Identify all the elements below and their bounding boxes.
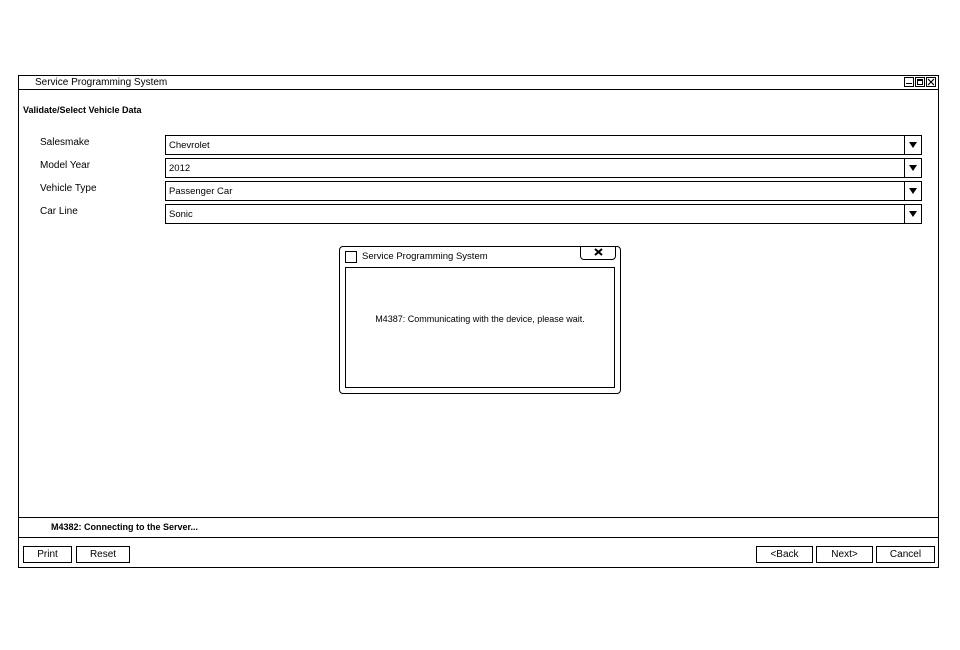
model-year-label: Model Year xyxy=(40,160,91,171)
dialog-title: Service Programming System xyxy=(362,251,488,262)
dropdown-arrow-icon[interactable] xyxy=(904,182,921,200)
salesmake-label: Salesmake xyxy=(40,137,90,148)
maximize-icon[interactable] xyxy=(915,77,925,87)
vehicle-type-value: Passenger Car xyxy=(169,186,233,197)
window-title: Service Programming System xyxy=(35,77,168,88)
next-button[interactable]: Next> xyxy=(816,546,873,563)
dialog-body xyxy=(345,267,615,388)
title-bar[interactable] xyxy=(19,76,938,90)
close-icon[interactable] xyxy=(926,77,936,87)
car-line-label: Car Line xyxy=(40,206,78,217)
window-controls xyxy=(904,77,936,87)
status-message: M4382: Connecting to the Server... xyxy=(51,522,199,532)
vehicle-type-row xyxy=(19,181,938,201)
vehicle-type-label: Vehicle Type xyxy=(40,183,97,194)
progress-dialog xyxy=(339,246,621,394)
salesmake-value: Chevrolet xyxy=(169,140,210,151)
dialog-close-button[interactable] xyxy=(580,246,616,260)
cancel-button[interactable]: Cancel xyxy=(876,546,935,563)
dropdown-arrow-icon[interactable] xyxy=(904,205,921,223)
main-window xyxy=(18,75,939,568)
section-title: Validate/Select Vehicle Data xyxy=(23,105,142,115)
close-icon xyxy=(594,248,603,256)
car-line-select[interactable] xyxy=(165,204,922,224)
dialog-window-icon xyxy=(345,251,357,263)
dropdown-arrow-icon[interactable] xyxy=(904,136,921,154)
car-line-value: Sonic xyxy=(169,209,193,220)
dropdown-arrow-icon[interactable] xyxy=(904,159,921,177)
reset-button[interactable]: Reset xyxy=(76,546,130,563)
model-year-row xyxy=(19,158,938,178)
salesmake-select[interactable] xyxy=(165,135,922,155)
print-button[interactable]: Print xyxy=(23,546,72,563)
dialog-message: M4387: Communicating with the device, please wait. xyxy=(375,314,585,324)
model-year-select[interactable] xyxy=(165,158,922,178)
minimize-icon[interactable] xyxy=(904,77,914,87)
status-bar xyxy=(19,517,938,538)
back-button[interactable]: <Back xyxy=(756,546,813,563)
car-line-row xyxy=(19,204,938,224)
model-year-value: 2012 xyxy=(169,163,191,174)
salesmake-row xyxy=(19,135,938,155)
vehicle-type-select[interactable] xyxy=(165,181,922,201)
